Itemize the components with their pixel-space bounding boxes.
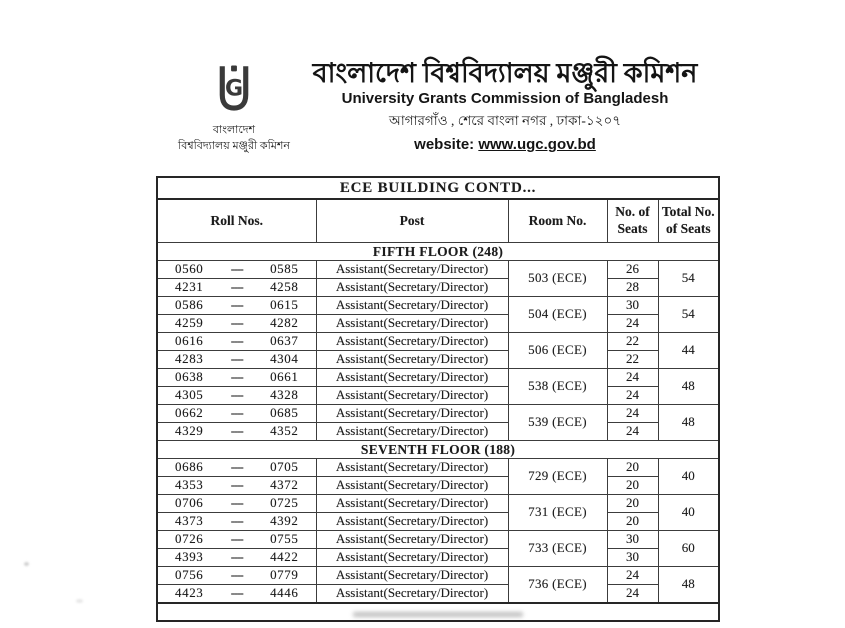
roll-range-cell xyxy=(157,459,316,477)
seats-cell: 20 xyxy=(607,495,658,513)
roll-from: 0756 xyxy=(175,567,204,583)
roll-to: 4304 xyxy=(270,351,299,367)
roll-from: 0706 xyxy=(175,495,204,511)
seats-cell: 20 xyxy=(607,513,658,531)
roll-to: 4328 xyxy=(270,387,299,403)
room-number-cell: 731 (ECE) xyxy=(508,495,607,531)
roll-separator: ---- xyxy=(230,513,243,528)
roll-range xyxy=(158,406,316,421)
roll-range xyxy=(158,370,316,385)
roll-to: 0755 xyxy=(270,531,299,547)
column-header-2: Room No. xyxy=(508,199,607,243)
roll-from: 4393 xyxy=(175,549,204,565)
roll-to: 4352 xyxy=(270,423,299,439)
roll-from: 4305 xyxy=(175,387,204,403)
total-seats-cell: 54 xyxy=(658,297,719,333)
seats-cell: 24 xyxy=(607,423,658,441)
roll-range-cell xyxy=(157,495,316,513)
table-row xyxy=(157,495,719,513)
org-name-english: University Grants Commission of Bangladesh xyxy=(341,90,669,108)
roll-to: 0615 xyxy=(270,297,299,313)
roll-from: 0616 xyxy=(175,333,204,349)
logo-caption-line1: বাংলাদেশ xyxy=(212,124,256,136)
seats-cell: 26 xyxy=(607,261,658,279)
roll-separator: ---- xyxy=(230,585,243,600)
roll-to: 4282 xyxy=(270,315,299,331)
room-number-cell: 503 (ECE) xyxy=(508,261,607,297)
table-row xyxy=(157,261,719,279)
roll-range xyxy=(158,352,316,367)
roll-to: 0685 xyxy=(270,405,299,421)
roll-range-cell xyxy=(157,549,316,567)
table-title: ECE BUILDING CONTD... xyxy=(157,177,719,199)
roll-separator: ---- xyxy=(230,387,243,402)
roll-to: 0725 xyxy=(270,495,299,511)
roll-separator: ---- xyxy=(230,315,243,330)
seats-cell: 24 xyxy=(607,405,658,423)
org-name-bengali: বাংলাদেশ বিশ্ববিদ্যালয় মঞ্জুরী কমিশন xyxy=(312,58,698,88)
roll-range xyxy=(158,262,316,277)
cutoff-text-smudge xyxy=(353,612,523,617)
roll-to: 0779 xyxy=(270,567,299,583)
roll-range xyxy=(158,388,316,403)
roll-separator: ---- xyxy=(230,549,243,564)
seats-cell: 24 xyxy=(607,387,658,405)
seats-cell: 20 xyxy=(607,477,658,495)
roll-range xyxy=(158,532,316,547)
post-cell: Assistant(Secretary/Director) xyxy=(316,549,508,567)
roll-range-cell xyxy=(157,387,316,405)
roll-separator: ---- xyxy=(230,369,243,384)
total-seats-cell: 48 xyxy=(658,405,719,441)
ugc-logo-icon xyxy=(212,64,256,114)
roll-range-cell xyxy=(157,279,316,297)
roll-separator: ---- xyxy=(230,261,243,276)
roll-range xyxy=(158,550,316,565)
website-label: website: xyxy=(414,136,475,154)
scan-speck xyxy=(76,599,83,603)
roll-from: 0560 xyxy=(175,261,204,277)
roll-separator: ---- xyxy=(230,459,243,474)
roll-separator: ---- xyxy=(230,423,243,438)
svg-text:G: G xyxy=(224,76,244,102)
roll-range xyxy=(158,568,316,583)
ugc-logo-block xyxy=(178,64,290,155)
seats-cell: 22 xyxy=(607,351,658,369)
column-header-4: Total No. of Seats xyxy=(658,199,719,243)
roll-from: 4283 xyxy=(175,351,204,367)
logo-caption xyxy=(178,123,290,155)
roll-separator: ---- xyxy=(230,405,243,420)
letterhead-text xyxy=(295,58,715,153)
roll-range xyxy=(158,334,316,349)
table-row xyxy=(157,315,719,333)
table-row xyxy=(157,585,719,604)
post-cell: Assistant(Secretary/Director) xyxy=(316,423,508,441)
seats-cell: 22 xyxy=(607,333,658,351)
roll-from: 4329 xyxy=(175,423,204,439)
roll-to: 4446 xyxy=(270,585,299,601)
roll-from: 0686 xyxy=(175,459,204,475)
roll-range-cell xyxy=(157,405,316,423)
roll-to: 0585 xyxy=(270,261,299,277)
total-seats-cell: 44 xyxy=(658,333,719,369)
table-row xyxy=(157,387,719,405)
seats-cell: 24 xyxy=(607,585,658,604)
post-cell: Assistant(Secretary/Director) xyxy=(316,351,508,369)
roll-range-cell xyxy=(157,513,316,531)
roll-range-cell xyxy=(157,351,316,369)
table-row xyxy=(157,351,719,369)
roll-from: 0586 xyxy=(175,297,204,313)
total-seats-cell: 48 xyxy=(658,369,719,405)
roll-separator: ---- xyxy=(230,351,243,366)
roll-from: 0726 xyxy=(175,531,204,547)
post-cell: Assistant(Secretary/Director) xyxy=(316,297,508,315)
roll-range-cell xyxy=(157,333,316,351)
roll-to: 0661 xyxy=(270,369,299,385)
table-row xyxy=(157,423,719,441)
total-seats-cell: 54 xyxy=(658,261,719,297)
room-number-cell: 538 (ECE) xyxy=(508,369,607,405)
room-number-cell: 504 (ECE) xyxy=(508,297,607,333)
table-row xyxy=(157,279,719,297)
roll-to: 4392 xyxy=(270,513,299,529)
post-cell: Assistant(Secretary/Director) xyxy=(316,477,508,495)
column-header-1: Post xyxy=(316,199,508,243)
cutoff-section-row xyxy=(157,603,719,621)
seats-cell: 28 xyxy=(607,279,658,297)
room-number-cell: 539 (ECE) xyxy=(508,405,607,441)
roll-to: 4258 xyxy=(270,279,299,295)
column-header-3: No. of Seats xyxy=(607,199,658,243)
roll-to: 0705 xyxy=(270,459,299,475)
roll-range-cell xyxy=(157,423,316,441)
seats-cell: 24 xyxy=(607,315,658,333)
roll-range-cell xyxy=(157,477,316,495)
post-cell: Assistant(Secretary/Director) xyxy=(316,387,508,405)
post-cell: Assistant(Secretary/Director) xyxy=(316,279,508,297)
roll-range xyxy=(158,298,316,313)
roll-separator: ---- xyxy=(230,297,243,312)
roll-to: 4422 xyxy=(270,549,299,565)
total-seats-cell: 48 xyxy=(658,567,719,604)
floor-section-row xyxy=(157,243,719,261)
seats-cell: 20 xyxy=(607,459,658,477)
seats-cell: 30 xyxy=(607,297,658,315)
roll-range-cell xyxy=(157,369,316,387)
roll-range-cell xyxy=(157,261,316,279)
table-title-row xyxy=(157,177,719,199)
table-row xyxy=(157,477,719,495)
logo-caption-line2: বিশ্ববিদ্যালয় মঞ্জুরী কমিশন xyxy=(178,139,290,152)
roll-from: 4423 xyxy=(175,585,204,601)
roll-to: 0637 xyxy=(270,333,299,349)
roll-separator: ---- xyxy=(230,279,243,294)
table-row xyxy=(157,369,719,387)
post-cell: Assistant(Secretary/Director) xyxy=(316,531,508,549)
table-row xyxy=(157,333,719,351)
post-cell: Assistant(Secretary/Director) xyxy=(316,333,508,351)
total-seats-cell: 40 xyxy=(658,459,719,495)
floor-section-label: FIFTH FLOOR (248) xyxy=(157,243,719,261)
roll-from: 4231 xyxy=(175,279,204,295)
total-seats-cell: 60 xyxy=(658,531,719,567)
column-header-row xyxy=(157,199,719,243)
post-cell: Assistant(Secretary/Director) xyxy=(316,369,508,387)
roll-from: 4373 xyxy=(175,513,204,529)
roll-from: 4259 xyxy=(175,315,204,331)
seats-cell: 24 xyxy=(607,567,658,585)
table-row xyxy=(157,297,719,315)
website-line xyxy=(295,136,715,153)
roll-range xyxy=(158,514,316,529)
roll-range-cell xyxy=(157,297,316,315)
roll-separator: ---- xyxy=(230,477,243,492)
roll-range xyxy=(158,478,316,493)
roll-from: 4353 xyxy=(175,477,204,493)
table-row xyxy=(157,513,719,531)
floor-section-row xyxy=(157,441,719,459)
seating-table xyxy=(156,176,720,622)
table-row xyxy=(157,459,719,477)
post-cell: Assistant(Secretary/Director) xyxy=(316,459,508,477)
post-cell: Assistant(Secretary/Director) xyxy=(316,567,508,585)
org-address: আগারগাঁও , শেরে বাংলা নগর , ঢাকা-১২০৭ xyxy=(389,113,621,129)
roll-separator: ---- xyxy=(230,495,243,510)
table-row xyxy=(157,567,719,585)
seats-cell: 30 xyxy=(607,531,658,549)
website-url: www.ugc.gov.bd xyxy=(478,136,596,154)
roll-range-cell xyxy=(157,567,316,585)
roll-separator: ---- xyxy=(230,531,243,546)
room-number-cell: 736 (ECE) xyxy=(508,567,607,604)
roll-range-cell xyxy=(157,531,316,549)
post-cell: Assistant(Secretary/Director) xyxy=(316,513,508,531)
roll-range xyxy=(158,586,316,601)
roll-range xyxy=(158,460,316,475)
roll-to: 4372 xyxy=(270,477,299,493)
table-row xyxy=(157,531,719,549)
roll-from: 0638 xyxy=(175,369,204,385)
roll-range xyxy=(158,316,316,331)
post-cell: Assistant(Secretary/Director) xyxy=(316,315,508,333)
room-number-cell: 729 (ECE) xyxy=(508,459,607,495)
roll-separator: ---- xyxy=(230,333,243,348)
post-cell: Assistant(Secretary/Director) xyxy=(316,495,508,513)
cutoff-section-cell xyxy=(157,603,719,621)
roll-range xyxy=(158,280,316,295)
roll-range xyxy=(158,496,316,511)
post-cell: Assistant(Secretary/Director) xyxy=(316,405,508,423)
table-row xyxy=(157,549,719,567)
roll-from: 0662 xyxy=(175,405,204,421)
seats-cell: 30 xyxy=(607,549,658,567)
column-header-0: Roll Nos. xyxy=(157,199,316,243)
scan-speck xyxy=(24,562,29,566)
post-cell: Assistant(Secretary/Director) xyxy=(316,585,508,604)
roll-range-cell xyxy=(157,315,316,333)
room-number-cell: 733 (ECE) xyxy=(508,531,607,567)
table-row xyxy=(157,405,719,423)
total-seats-cell: 40 xyxy=(658,495,719,531)
roll-range xyxy=(158,424,316,439)
floor-section-label: SEVENTH FLOOR (188) xyxy=(157,441,719,459)
roll-range-cell xyxy=(157,585,316,604)
room-number-cell: 506 (ECE) xyxy=(508,333,607,369)
seats-cell: 24 xyxy=(607,369,658,387)
roll-separator: ---- xyxy=(230,567,243,582)
post-cell: Assistant(Secretary/Director) xyxy=(316,261,508,279)
